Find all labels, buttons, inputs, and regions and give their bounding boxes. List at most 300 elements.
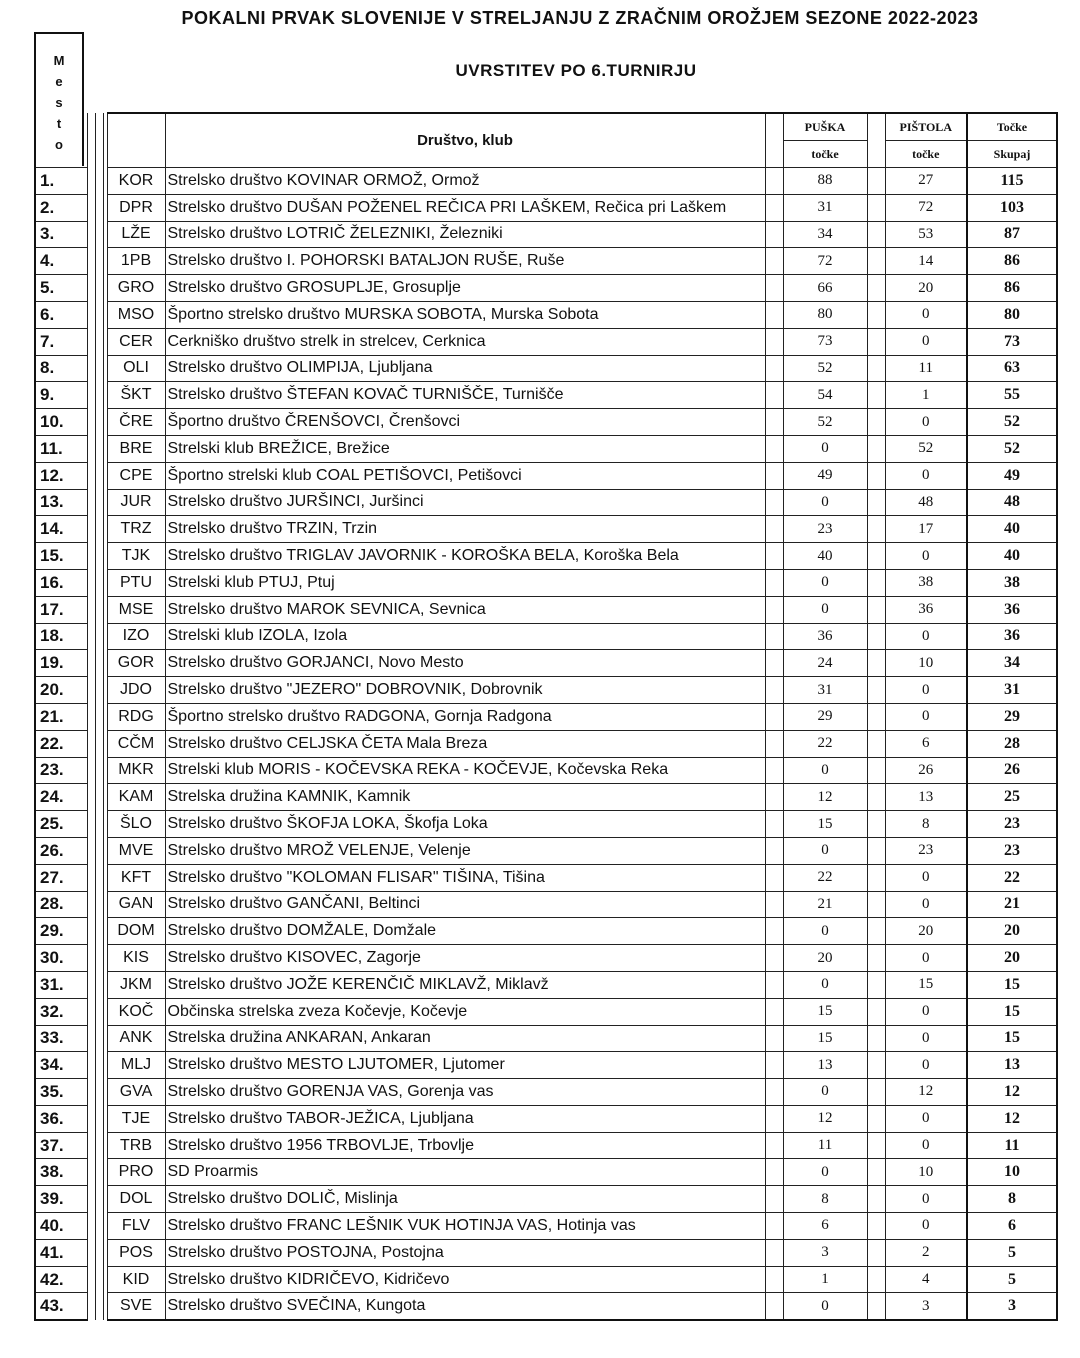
club-code-cell: KID xyxy=(107,1266,165,1293)
puska-points-cell: 0 xyxy=(783,1293,867,1320)
total-points-cell: 3 xyxy=(967,1293,1057,1320)
table-row xyxy=(35,221,1057,248)
club-name-cell: Strelsko društvo GORJANCI, Novo Mesto xyxy=(165,650,765,677)
puska-points-cell: 15 xyxy=(783,998,867,1025)
club-name-cell: Športno društvo ČRENŠOVCI, Črenšovci xyxy=(165,409,765,436)
rank-cell: 22. xyxy=(35,730,87,757)
total-points-cell: 10 xyxy=(967,1159,1057,1186)
rank-cell: 10. xyxy=(35,409,87,436)
table-row xyxy=(35,918,1057,945)
puska-points-cell: 12 xyxy=(783,1105,867,1132)
total-points-cell: 80 xyxy=(967,301,1057,328)
puska-points-cell: 0 xyxy=(783,569,867,596)
total-points-cell: 36 xyxy=(967,596,1057,623)
total-points-cell: 20 xyxy=(967,918,1057,945)
club-code-cell: PTU xyxy=(107,569,165,596)
total-points-cell: 6 xyxy=(967,1213,1057,1240)
pistola-points-cell: 48 xyxy=(885,489,967,516)
standings-rows xyxy=(35,168,1057,1321)
table-row xyxy=(35,516,1057,543)
club-code-cell: CČM xyxy=(107,730,165,757)
club-code-cell: MSE xyxy=(107,596,165,623)
club-code-cell: MLJ xyxy=(107,1052,165,1079)
rank-cell: 27. xyxy=(35,864,87,891)
club-name-cell: Strelski klub PTUJ, Ptuj xyxy=(165,569,765,596)
puska-points-cell: 52 xyxy=(783,355,867,382)
table-row xyxy=(35,596,1057,623)
table-row xyxy=(35,301,1057,328)
table-row xyxy=(35,569,1057,596)
total-points-cell: 21 xyxy=(967,891,1057,918)
pistola-points-cell: 0 xyxy=(885,1132,967,1159)
rank-cell: 2. xyxy=(35,194,87,221)
table-row xyxy=(35,998,1057,1025)
club-name-cell: Strelsko društvo KOVINAR ORMOŽ, Ormož xyxy=(165,168,765,195)
club-name-cell: Strelsko društvo GANČANI, Beltinci xyxy=(165,891,765,918)
table-row xyxy=(35,1186,1057,1213)
rank-cell: 15. xyxy=(35,543,87,570)
club-code-cell: GRO xyxy=(107,275,165,302)
pistola-points-cell: 2 xyxy=(885,1239,967,1266)
puska-points-cell: 36 xyxy=(783,623,867,650)
rank-cell: 31. xyxy=(35,971,87,998)
total-points-cell: 52 xyxy=(967,435,1057,462)
club-code-cell: KOR xyxy=(107,168,165,195)
table-row xyxy=(35,435,1057,462)
rank-cell: 21. xyxy=(35,703,87,730)
table-row xyxy=(35,971,1057,998)
rank-cell: 36. xyxy=(35,1105,87,1132)
total-points-cell: 40 xyxy=(967,543,1057,570)
club-name-cell: Športno strelsko društvo MURSKA SOBOTA, Murska Sobota xyxy=(165,301,765,328)
club-name-cell: Strelsko društvo ŠKOFJA LOKA, Škofja Loka xyxy=(165,811,765,838)
table-row xyxy=(35,1239,1057,1266)
total-points-cell: 63 xyxy=(967,355,1057,382)
club-code-cell: GOR xyxy=(107,650,165,677)
puska-points-cell: 49 xyxy=(783,462,867,489)
puska-points-cell: 31 xyxy=(783,677,867,704)
club-name-cell: Strelsko društvo DOLIČ, Mislinja xyxy=(165,1186,765,1213)
puska-points-cell: 8 xyxy=(783,1186,867,1213)
puska-points-cell: 1 xyxy=(783,1266,867,1293)
puska-points-cell: 54 xyxy=(783,382,867,409)
total-points-cell: 52 xyxy=(967,409,1057,436)
pistola-points-cell: 6 xyxy=(885,730,967,757)
club-code-cell: GVA xyxy=(107,1079,165,1106)
club-code-cell: RDG xyxy=(107,703,165,730)
rank-cell: 4. xyxy=(35,248,87,275)
pistola-points-cell: 20 xyxy=(885,275,967,302)
total-points-cell: 23 xyxy=(967,837,1057,864)
pistola-points-cell: 26 xyxy=(885,757,967,784)
table-row xyxy=(35,864,1057,891)
puska-points-cell: 66 xyxy=(783,275,867,302)
table-row xyxy=(35,623,1057,650)
club-code-cell: MKR xyxy=(107,757,165,784)
table-row xyxy=(35,891,1057,918)
club-name-cell: Strelsko društvo CELJSKA ČETA Mala Breza xyxy=(165,730,765,757)
club-name-cell: Strelsko društvo JOŽE KERENČIČ MIKLAVŽ, Miklavž xyxy=(165,971,765,998)
rank-cell: 7. xyxy=(35,328,87,355)
total-points-cell: 73 xyxy=(967,328,1057,355)
pistola-points-cell: 0 xyxy=(885,328,967,355)
header-pistola: PIŠTOLA xyxy=(885,113,967,141)
puska-points-cell: 31 xyxy=(783,194,867,221)
subheader-skupaj: Skupaj xyxy=(967,141,1057,168)
club-name-cell: Strelsko društvo TRIGLAV JAVORNIK - KOROŠKA BELA, Koroška Bela xyxy=(165,543,765,570)
pistola-points-cell: 17 xyxy=(885,516,967,543)
club-code-cell: DOM xyxy=(107,918,165,945)
club-code-cell: ANK xyxy=(107,1025,165,1052)
table-row xyxy=(35,1213,1057,1240)
club-name-cell: Strelska družina ANKARAN, Ankaran xyxy=(165,1025,765,1052)
puska-points-cell: 22 xyxy=(783,864,867,891)
table-row xyxy=(35,784,1057,811)
table-row xyxy=(35,194,1057,221)
club-name-cell: Strelsko društvo 1956 TRBOVLJE, Trbovlje xyxy=(165,1132,765,1159)
puska-points-cell: 15 xyxy=(783,1025,867,1052)
total-points-cell: 87 xyxy=(967,221,1057,248)
rank-cell: 3. xyxy=(35,221,87,248)
pistola-points-cell: 0 xyxy=(885,864,967,891)
table-row xyxy=(35,409,1057,436)
rank-cell: 13. xyxy=(35,489,87,516)
rank-cell: 28. xyxy=(35,891,87,918)
table-row xyxy=(35,730,1057,757)
header-puska: PUŠKA xyxy=(783,113,867,141)
total-points-cell: 38 xyxy=(967,569,1057,596)
rank-cell: 24. xyxy=(35,784,87,811)
rank-cell: 1. xyxy=(35,168,87,195)
club-code-cell: LŽE xyxy=(107,221,165,248)
total-points-cell: 48 xyxy=(967,489,1057,516)
puska-points-cell: 0 xyxy=(783,596,867,623)
table-row xyxy=(35,328,1057,355)
club-name-cell: Strelsko društvo TRZIN, Trzin xyxy=(165,516,765,543)
club-code-cell: MVE xyxy=(107,837,165,864)
rank-cell: 14. xyxy=(35,516,87,543)
club-name-cell: Strelsko društvo I. POHORSKI BATALJON RUŠE, Ruše xyxy=(165,248,765,275)
club-code-cell: CPE xyxy=(107,462,165,489)
table-row xyxy=(35,1025,1057,1052)
table-row xyxy=(35,275,1057,302)
puska-points-cell: 24 xyxy=(783,650,867,677)
table-row xyxy=(35,462,1057,489)
pistola-points-cell: 20 xyxy=(885,918,967,945)
table-row xyxy=(35,1293,1057,1320)
rank-cell: 20. xyxy=(35,677,87,704)
club-code-cell: OLI xyxy=(107,355,165,382)
puska-points-cell: 15 xyxy=(783,811,867,838)
total-points-cell: 115 xyxy=(967,168,1057,195)
rank-cell: 42. xyxy=(35,1266,87,1293)
pistola-points-cell: 0 xyxy=(885,891,967,918)
page-title: POKALNI PRVAK SLOVENIJE V STRELJANJU Z ZRAČNIM OROŽJEM SEZONE 2022-2023 xyxy=(181,8,979,28)
total-points-cell: 23 xyxy=(967,811,1057,838)
puska-points-cell: 40 xyxy=(783,543,867,570)
pistola-points-cell: 0 xyxy=(885,1052,967,1079)
club-code-cell: PRO xyxy=(107,1159,165,1186)
puska-points-cell: 12 xyxy=(783,784,867,811)
club-code-cell: ČRE xyxy=(107,409,165,436)
table-row xyxy=(35,168,1057,195)
club-code-cell: JKM xyxy=(107,971,165,998)
pistola-points-cell: 10 xyxy=(885,1159,967,1186)
puska-points-cell: 0 xyxy=(783,1159,867,1186)
puska-points-cell: 21 xyxy=(783,891,867,918)
pistola-points-cell: 1 xyxy=(885,382,967,409)
pistola-points-cell: 3 xyxy=(885,1293,967,1320)
club-name-cell: Strelsko društvo JURŠINCI, Juršinci xyxy=(165,489,765,516)
table-row xyxy=(35,945,1057,972)
total-points-cell: 26 xyxy=(967,757,1057,784)
rank-cell: 11. xyxy=(35,435,87,462)
mesto-letters: M e s t o xyxy=(53,53,65,152)
subheader-puska: točke xyxy=(783,141,867,168)
club-code-cell: GAN xyxy=(107,891,165,918)
mesto-column-header xyxy=(34,32,84,166)
club-name-cell: Občinska strelska zveza Kočevje, Kočevje xyxy=(165,998,765,1025)
puska-points-cell: 11 xyxy=(783,1132,867,1159)
pistola-points-cell: 0 xyxy=(885,703,967,730)
club-name-cell: Strelska družina KAMNIK, Kamnik xyxy=(165,784,765,811)
total-points-cell: 36 xyxy=(967,623,1057,650)
header-club: Društvo, klub xyxy=(165,113,765,168)
club-name-cell: Strelsko društvo KIDRIČEVO, Kidričevo xyxy=(165,1266,765,1293)
pistola-points-cell: 4 xyxy=(885,1266,967,1293)
pistola-points-cell: 0 xyxy=(885,1105,967,1132)
total-points-cell: 11 xyxy=(967,1132,1057,1159)
rank-cell: 16. xyxy=(35,569,87,596)
club-name-cell: Strelsko društvo GROSUPLJE, Grosuplje xyxy=(165,275,765,302)
club-name-cell: Strelsko društvo MAROK SEVNICA, Sevnica xyxy=(165,596,765,623)
club-name-cell: Športno strelsko društvo RADGONA, Gornja Radgona xyxy=(165,703,765,730)
table-row xyxy=(35,757,1057,784)
total-points-cell: 103 xyxy=(967,194,1057,221)
club-name-cell: Strelski klub BREŽICE, Brežice xyxy=(165,435,765,462)
pistola-points-cell: 23 xyxy=(885,837,967,864)
table-row xyxy=(35,677,1057,704)
table-row xyxy=(35,489,1057,516)
rank-cell: 6. xyxy=(35,301,87,328)
table-row xyxy=(35,1079,1057,1106)
puska-points-cell: 29 xyxy=(783,703,867,730)
club-code-cell: DOL xyxy=(107,1186,165,1213)
pistola-points-cell: 53 xyxy=(885,221,967,248)
club-name-cell: Strelsko društvo POSTOJNA, Postojna xyxy=(165,1239,765,1266)
total-points-cell: 49 xyxy=(967,462,1057,489)
club-name-cell: Strelsko društvo GORENJA VAS, Gorenja vas xyxy=(165,1079,765,1106)
pistola-points-cell: 0 xyxy=(885,945,967,972)
club-code-cell: CER xyxy=(107,328,165,355)
rank-cell: 26. xyxy=(35,837,87,864)
pistola-points-cell: 0 xyxy=(885,677,967,704)
total-points-cell: 22 xyxy=(967,864,1057,891)
puska-points-cell: 80 xyxy=(783,301,867,328)
total-points-cell: 55 xyxy=(967,382,1057,409)
pistola-points-cell: 14 xyxy=(885,248,967,275)
total-points-cell: 25 xyxy=(967,784,1057,811)
club-name-cell: Strelsko društvo "JEZERO" DOBROVNIK, Dobrovnik xyxy=(165,677,765,704)
total-points-cell: 28 xyxy=(967,730,1057,757)
club-name-cell: Strelsko društvo OLIMPIJA, Ljubljana xyxy=(165,355,765,382)
club-name-cell: Strelsko društvo MESTO LJUTOMER, Ljutomer xyxy=(165,1052,765,1079)
puska-points-cell: 0 xyxy=(783,837,867,864)
club-code-cell: DPR xyxy=(107,194,165,221)
club-code-cell: ŠLO xyxy=(107,811,165,838)
club-name-cell: Strelsko društvo SVEČINA, Kungota xyxy=(165,1293,765,1320)
club-code-cell: MSO xyxy=(107,301,165,328)
puska-points-cell: 34 xyxy=(783,221,867,248)
table-row xyxy=(35,1266,1057,1293)
club-name-cell: Strelsko društvo TABOR-JEŽICA, Ljubljana xyxy=(165,1105,765,1132)
club-code-cell: TJE xyxy=(107,1105,165,1132)
club-name-cell: Strelsko društvo LOTRIČ ŽELEZNIKI, Železniki xyxy=(165,221,765,248)
puska-points-cell: 0 xyxy=(783,435,867,462)
puska-points-cell: 23 xyxy=(783,516,867,543)
table-row xyxy=(35,1159,1057,1186)
total-points-cell: 8 xyxy=(967,1186,1057,1213)
puska-points-cell: 3 xyxy=(783,1239,867,1266)
total-points-cell: 15 xyxy=(967,1025,1057,1052)
puska-points-cell: 88 xyxy=(783,168,867,195)
club-name-cell: Strelsko društvo DUŠAN POŽENEL REČICA PRI LAŠKEM, Rečica pri Laškem xyxy=(165,194,765,221)
table-row xyxy=(35,355,1057,382)
rank-cell: 25. xyxy=(35,811,87,838)
club-name-cell: Strelsko društvo DOMŽALE, Domžale xyxy=(165,918,765,945)
pistola-points-cell: 0 xyxy=(885,409,967,436)
pistola-points-cell: 10 xyxy=(885,650,967,677)
pistola-points-cell: 15 xyxy=(885,971,967,998)
club-code-cell: KAM xyxy=(107,784,165,811)
rank-cell: 32. xyxy=(35,998,87,1025)
table-row xyxy=(35,1105,1057,1132)
total-points-cell: 20 xyxy=(967,945,1057,972)
club-code-cell: TRB xyxy=(107,1132,165,1159)
puska-points-cell: 73 xyxy=(783,328,867,355)
pistola-points-cell: 27 xyxy=(885,168,967,195)
rank-cell: 29. xyxy=(35,918,87,945)
table-row xyxy=(35,1132,1057,1159)
club-name-cell: Strelski klub MORIS - KOČEVSKA REKA - KOČEVJE, Kočevska Reka xyxy=(165,757,765,784)
table-row xyxy=(35,703,1057,730)
club-name-cell: Športno strelski klub COAL PETIŠOVCI, Petišovci xyxy=(165,462,765,489)
puska-points-cell: 13 xyxy=(783,1052,867,1079)
club-code-cell: FLV xyxy=(107,1213,165,1240)
pistola-points-cell: 0 xyxy=(885,623,967,650)
club-name-cell: Strelski klub IZOLA, Izola xyxy=(165,623,765,650)
club-code-cell: KOČ xyxy=(107,998,165,1025)
table-row xyxy=(35,543,1057,570)
total-points-cell: 12 xyxy=(967,1105,1057,1132)
rank-cell: 30. xyxy=(35,945,87,972)
rank-cell: 38. xyxy=(35,1159,87,1186)
club-code-cell: BRE xyxy=(107,435,165,462)
puska-points-cell: 20 xyxy=(783,945,867,972)
total-points-cell: 34 xyxy=(967,650,1057,677)
pistola-points-cell: 72 xyxy=(885,194,967,221)
club-code-cell: JDO xyxy=(107,677,165,704)
total-points-cell: 15 xyxy=(967,971,1057,998)
pistola-points-cell: 38 xyxy=(885,569,967,596)
header-tocke: Točke xyxy=(967,113,1057,141)
table-row xyxy=(35,1052,1057,1079)
total-points-cell: 40 xyxy=(967,516,1057,543)
pistola-points-cell: 11 xyxy=(885,355,967,382)
pistola-points-cell: 0 xyxy=(885,998,967,1025)
pistola-points-cell: 0 xyxy=(885,543,967,570)
club-code-cell: KIS xyxy=(107,945,165,972)
rank-cell: 23. xyxy=(35,757,87,784)
subheader-pistola: točke xyxy=(885,141,967,168)
club-code-cell: KFT xyxy=(107,864,165,891)
table-row xyxy=(35,837,1057,864)
puska-points-cell: 22 xyxy=(783,730,867,757)
puska-points-cell: 0 xyxy=(783,1079,867,1106)
rank-cell: 40. xyxy=(35,1213,87,1240)
total-points-cell: 29 xyxy=(967,703,1057,730)
pistola-points-cell: 0 xyxy=(885,1186,967,1213)
puska-points-cell: 6 xyxy=(783,1213,867,1240)
total-points-cell: 31 xyxy=(967,677,1057,704)
pistola-points-cell: 8 xyxy=(885,811,967,838)
total-points-cell: 86 xyxy=(967,275,1057,302)
table-row xyxy=(35,650,1057,677)
rank-cell: 18. xyxy=(35,623,87,650)
rank-cell: 41. xyxy=(35,1239,87,1266)
club-code-cell: IZO xyxy=(107,623,165,650)
rank-cell: 37. xyxy=(35,1132,87,1159)
puska-points-cell: 0 xyxy=(783,757,867,784)
rank-cell: 19. xyxy=(35,650,87,677)
total-points-cell: 15 xyxy=(967,998,1057,1025)
pistola-points-cell: 0 xyxy=(885,1025,967,1052)
pistola-points-cell: 0 xyxy=(885,1213,967,1240)
pistola-points-cell: 13 xyxy=(885,784,967,811)
club-name-cell: SD Proarmis xyxy=(165,1159,765,1186)
rank-cell: 35. xyxy=(35,1079,87,1106)
club-name-cell: Strelsko društvo KISOVEC, Zagorje xyxy=(165,945,765,972)
rank-cell: 17. xyxy=(35,596,87,623)
club-name-cell: Strelsko društvo FRANC LEŠNIK VUK HOTINJA VAS, Hotinja vas xyxy=(165,1213,765,1240)
table-row xyxy=(35,382,1057,409)
total-points-cell: 13 xyxy=(967,1052,1057,1079)
puska-points-cell: 0 xyxy=(783,971,867,998)
club-name-cell: Strelsko društvo "KOLOMAN FLISAR" TIŠINA, Tišina xyxy=(165,864,765,891)
puska-points-cell: 52 xyxy=(783,409,867,436)
rank-cell: 12. xyxy=(35,462,87,489)
club-name-cell: Strelsko društvo MROŽ VELENJE, Velenje xyxy=(165,837,765,864)
puska-points-cell: 0 xyxy=(783,489,867,516)
club-code-cell: 1PB xyxy=(107,248,165,275)
club-code-cell: POS xyxy=(107,1239,165,1266)
rank-cell: 9. xyxy=(35,382,87,409)
table-row xyxy=(35,811,1057,838)
pistola-points-cell: 0 xyxy=(885,462,967,489)
standings-table xyxy=(34,112,1058,1321)
club-code-cell: SVE xyxy=(107,1293,165,1320)
rank-cell: 8. xyxy=(35,355,87,382)
total-points-cell: 86 xyxy=(967,248,1057,275)
pistola-points-cell: 52 xyxy=(885,435,967,462)
rank-cell: 43. xyxy=(35,1293,87,1320)
club-code-cell: ŠKT xyxy=(107,382,165,409)
rank-cell: 39. xyxy=(35,1186,87,1213)
puska-points-cell: 72 xyxy=(783,248,867,275)
club-code-cell: JUR xyxy=(107,489,165,516)
club-code-cell: TJK xyxy=(107,543,165,570)
rank-cell: 33. xyxy=(35,1025,87,1052)
